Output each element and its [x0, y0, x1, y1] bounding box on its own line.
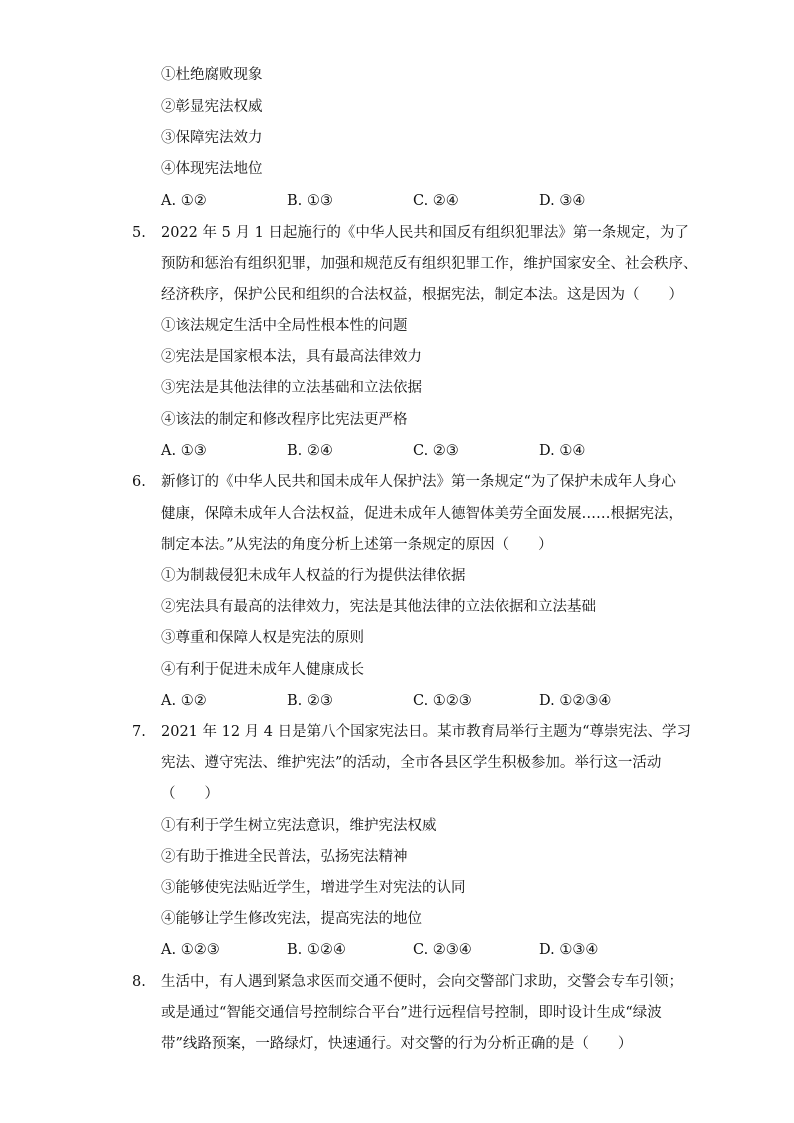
- q6-stem-line-3: 制定本法。”从宪法的角度分析上述第一条规定的原因（ ）: [161, 537, 553, 553]
- q6-option-a: A. ①②: [161, 693, 207, 709]
- q5-item-2: ②宪法是国家根本法，具有最高法律效力: [161, 349, 422, 365]
- q8-stem-line-2: 或是通过“智能交通信号控制综合平台”进行远程信号控制，即时设计生成“绿波: [161, 1005, 662, 1021]
- q6-item-3: ③尊重和保障人权是宪法的原则: [161, 630, 364, 646]
- q7-stem-line-1: 2021 年 12 月 4 日是第八个国家宪法日。某市教育局举行主题为“尊崇宪法、学习: [161, 724, 692, 740]
- q5-item-4: ④该法的制定和修改程序比宪法更严格: [161, 412, 408, 428]
- q6-option-b: B. ②③: [287, 693, 333, 709]
- q5-option-b: B. ②④: [287, 443, 333, 459]
- q8-stem-line-3: 带”线路预案，一路绿灯，快速通行。对交警的行为分析正确的是（ ）: [161, 1036, 633, 1052]
- q5-option-d: D. ①④: [539, 443, 586, 459]
- q5-stem-line-1: 2022 年 5 月 1 日起施行的《中华人民共和国反有组织犯罪法》第一条规定，为了: [161, 225, 689, 241]
- q4-item-4: ④体现宪法地位: [161, 161, 263, 177]
- q5-stem-line-2: 预防和惩治有组织犯罪，加强和规范反有组织犯罪工作，维护国家安全、社会秩序、: [161, 256, 698, 272]
- q7-item-4: ④能够让学生修改宪法，提高宪法的地位: [161, 911, 422, 927]
- q7-stem-line-3: （ ）: [161, 786, 219, 802]
- q5-stem-line-3: 经济秩序，保护公民和组织的合法权益，根据宪法，制定本法。这是因为（ ）: [161, 287, 683, 303]
- q7-option-d: D. ①③④: [539, 942, 599, 958]
- q7-item-1: ①有利于学生树立宪法意识，维护宪法权威: [161, 818, 437, 834]
- q7-item-3: ③能够使宪法贴近学生，增进学生对宪法的认同: [161, 880, 466, 896]
- q4-option-d: D. ③④: [539, 193, 586, 209]
- q5-option-c: C. ②③: [413, 443, 459, 459]
- q6-number: 6.: [132, 474, 146, 490]
- q5-item-3: ③宪法是其他法律的立法基础和立法依据: [161, 380, 422, 396]
- q6-item-2: ②宪法具有最高的法律效力，宪法是其他法律的立法依据和立法基础: [161, 599, 596, 615]
- q7-option-b: B. ①②④: [287, 942, 346, 958]
- q8-number: 8.: [132, 974, 146, 990]
- q6-stem-line-2: 健康，保障未成年人合法权益，促进未成年人德智体美劳全面发展……根据宪法，: [161, 506, 683, 522]
- q4-option-b: B. ①③: [287, 193, 333, 209]
- q6-option-c: C. ①②③: [413, 693, 472, 709]
- q4-item-2: ②彰显宪法权威: [161, 99, 263, 115]
- q6-stem-line-1: 新修订的《中华人民共和国未成年人保护法》第一条规定“为了保护未成年人身心: [161, 474, 676, 490]
- q6-option-d: D. ①②③④: [539, 693, 612, 709]
- q5-number: 5.: [132, 225, 146, 241]
- q6-item-1: ①为制裁侵犯未成年人权益的行为提供法律依据: [161, 568, 466, 584]
- q5-item-1: ①该法规定生活中全局性根本性的问题: [161, 318, 408, 334]
- q7-stem-line-2: 宪法、遵守宪法、维护宪法”的活动，全市各县区学生积极参加。举行这一活动: [161, 755, 662, 771]
- q4-item-3: ③保障宪法效力: [161, 130, 263, 146]
- q7-number: 7.: [132, 724, 146, 740]
- q5-option-a: A. ①③: [161, 443, 207, 459]
- q4-option-a: A. ①②: [161, 193, 207, 209]
- q4-option-c: C. ②④: [413, 193, 459, 209]
- q7-item-2: ②有助于推进全民普法，弘扬宪法精神: [161, 849, 408, 865]
- q7-option-a: A. ①②③: [161, 942, 220, 958]
- q6-item-4: ④有利于促进未成年人健康成长: [161, 662, 364, 678]
- q7-option-c: C. ②③④: [413, 942, 472, 958]
- q4-item-1: ①杜绝腐败现象: [161, 67, 263, 83]
- q8-stem-line-1: 生活中，有人遇到紧急求医而交通不便时，会向交警部门求助，交警会专车引领；: [161, 974, 683, 990]
